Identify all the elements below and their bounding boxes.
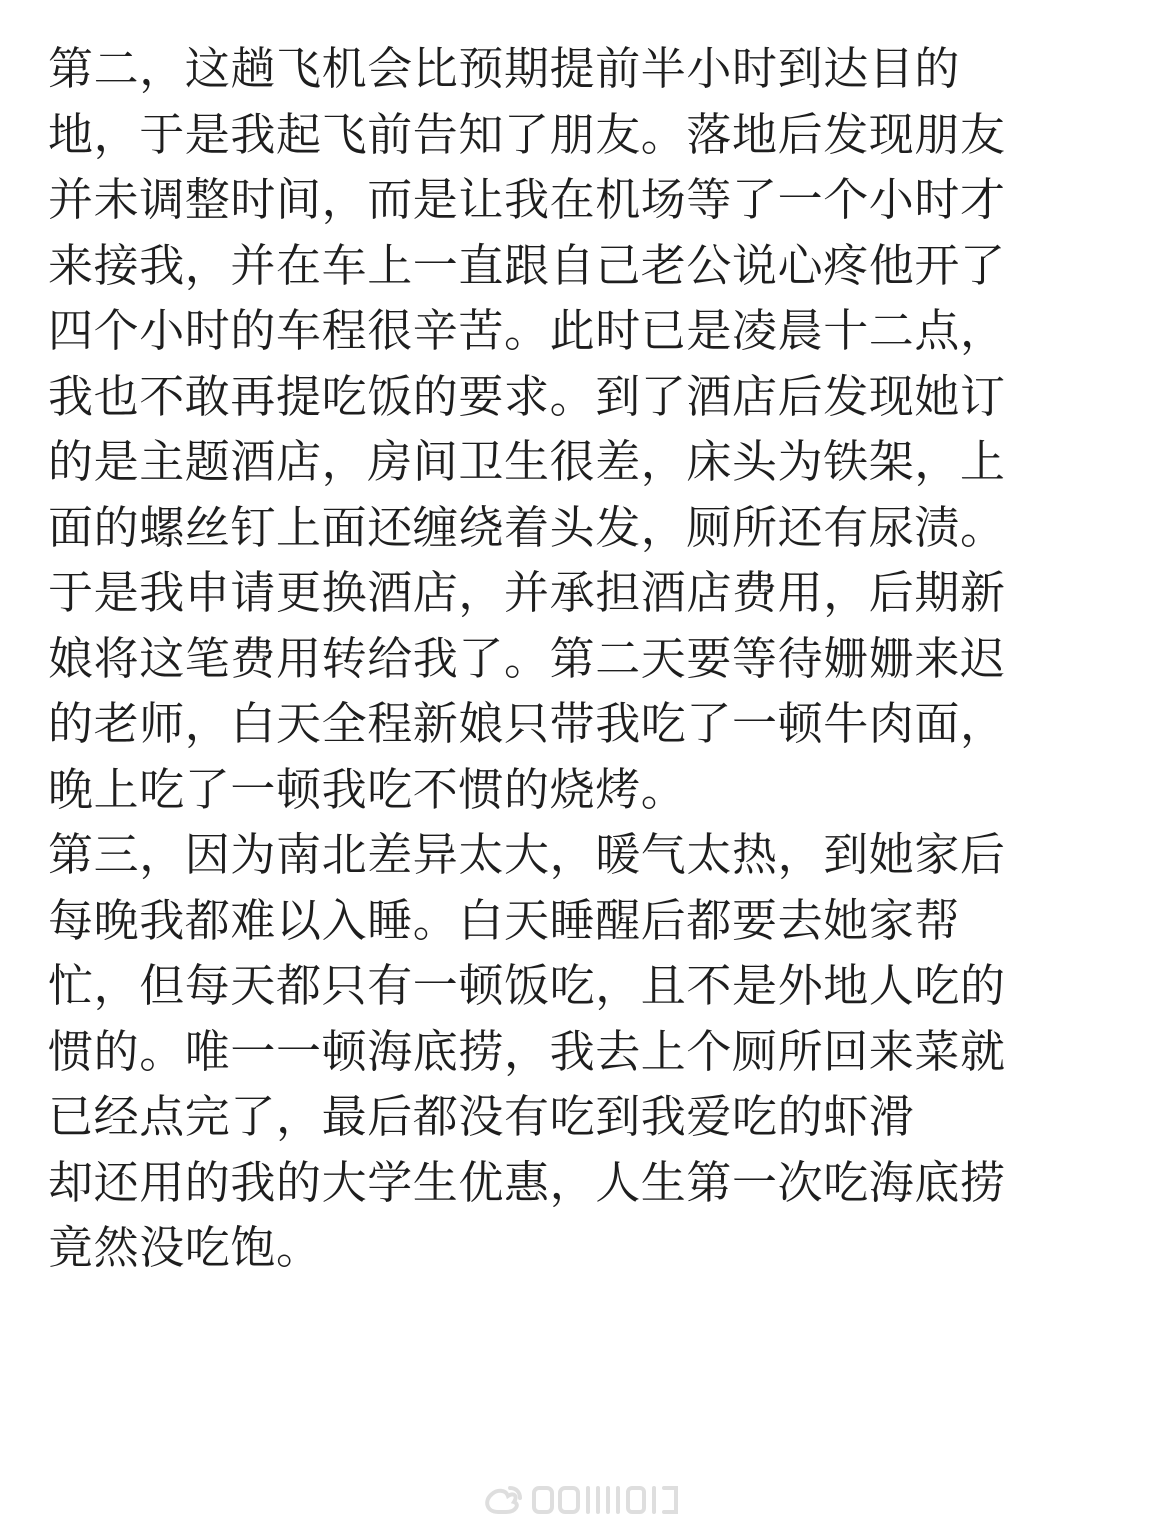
- text-line: 地，于是我起飞前告知了朋友。落地后发现朋友: [48, 107, 1006, 161]
- text-line: 竟然没吃饱。: [48, 1221, 322, 1274]
- text-line: 面的螺丝钉上面还缠绕着头发，厕所还有尿渍。: [48, 500, 1006, 554]
- watermark: [480, 1478, 690, 1522]
- text-line: 娘将这笔费用转给我了。第二天要等待姗姗来迟: [48, 631, 1006, 685]
- text-line: 第三，因为南北差异太大，暖气太热，到她家后: [48, 828, 1006, 881]
- text-line: 并未调整时间，而是让我在机场等了一个小时才: [48, 173, 1006, 226]
- text-line: 来接我，并在车上一直跟自己老公说心疼他开了: [48, 238, 1006, 292]
- text-line: 的是主题酒店，房间卫生很差，床头为铁架，上: [48, 435, 1006, 488]
- article-text: [48, 36, 1128, 1281]
- text-line: 第二，这趟飞机会比预期提前半小时到达目的: [48, 42, 961, 95]
- text-line: 的老师，白天全程新娘只带我吃了一顿牛肉面，: [48, 697, 1006, 750]
- text-line: 我也不敢再提吃饭的要求。到了酒店后发现她订: [48, 369, 1006, 423]
- text-line: 却还用的我的大学生优惠，人生第一次吃海底捞: [48, 1155, 1006, 1209]
- text-line: 四个小时的车程很辛苦。此时已是凌晨十二点，: [48, 304, 1006, 357]
- text-line: 晚上吃了一顿我吃不惯的烧烤。: [48, 762, 687, 816]
- text-line: 惯的。唯一一顿海底捞，我去上个厕所回来菜就: [48, 1024, 1006, 1078]
- text-line: 每晚我都难以入睡。白天睡醒后都要去她家帮: [48, 893, 961, 947]
- text-line: 已经点完了，最后都没有吃到我爱吃的虾滑: [48, 1090, 915, 1143]
- text-line: 于是我申请更换酒店，并承担酒店费用，后期新: [48, 566, 1006, 619]
- weibo-logo-icon: [480, 1480, 690, 1520]
- text-line: 忙，但每天都只有一顿饭吃，且不是外地人吃的: [48, 959, 1006, 1012]
